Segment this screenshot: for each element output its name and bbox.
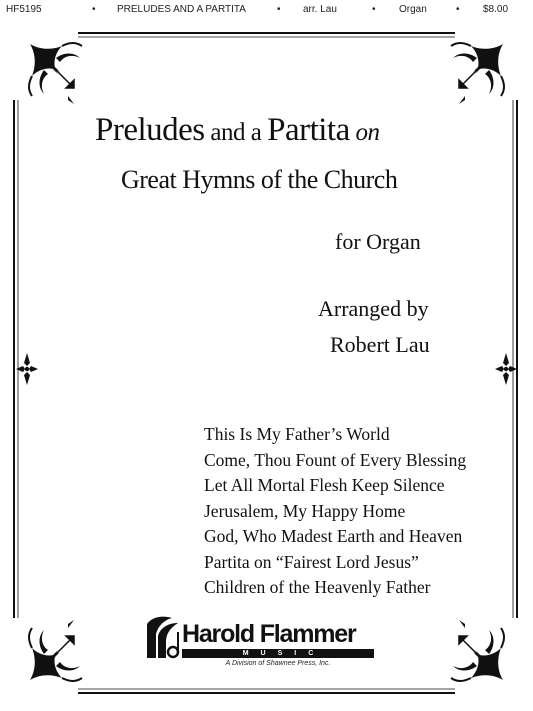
publisher-name: Harold Flammer <box>182 620 356 648</box>
header-separator: • <box>372 4 376 15</box>
list-item: Children of the Heavenly Father <box>204 577 431 597</box>
title-preludes: Preludes <box>95 112 205 148</box>
header-separator: • <box>92 4 96 15</box>
publisher-mark-icon <box>146 614 180 660</box>
arranged-by-label: Arranged by <box>318 296 429 321</box>
hymn-list <box>204 422 466 601</box>
title-partita: Partita <box>267 112 350 148</box>
list-item: Jerusalem, My Happy Home <box>204 500 406 521</box>
header-title: PRELUDES AND A PARTITA <box>117 4 246 15</box>
list-item: Partita on “Fairest Lord Jesus” <box>204 551 419 572</box>
publisher-division: A Division of Shawnee Press, Inc. <box>225 660 331 667</box>
header-price: $8.00 <box>483 4 509 15</box>
cover-subtitle: Great Hymns of the Church <box>121 165 398 194</box>
list-item: This Is My Father’s World <box>204 424 390 444</box>
header-arranger: arr. Lau <box>303 4 337 15</box>
title-on: on <box>349 119 380 146</box>
header-separator: • <box>456 4 460 15</box>
instrumentation: for Organ <box>335 229 421 254</box>
cover-title <box>95 112 380 149</box>
list-item: God, Who Madest Earth and Heaven <box>204 526 463 546</box>
catalog-number: HF5195 <box>6 4 42 15</box>
title-and-a: and a <box>204 119 268 146</box>
list-item: Come, Thou Fount of Every Blessing <box>204 449 467 470</box>
header-separator: • <box>277 4 281 15</box>
publisher-logo <box>146 614 386 672</box>
arranger-name: Robert Lau <box>330 332 430 357</box>
header-instrument: Organ <box>399 4 427 15</box>
publisher-sub: MUSIC <box>242 650 326 657</box>
list-item: Let All Mortal Flesh Keep Silence <box>204 475 445 495</box>
